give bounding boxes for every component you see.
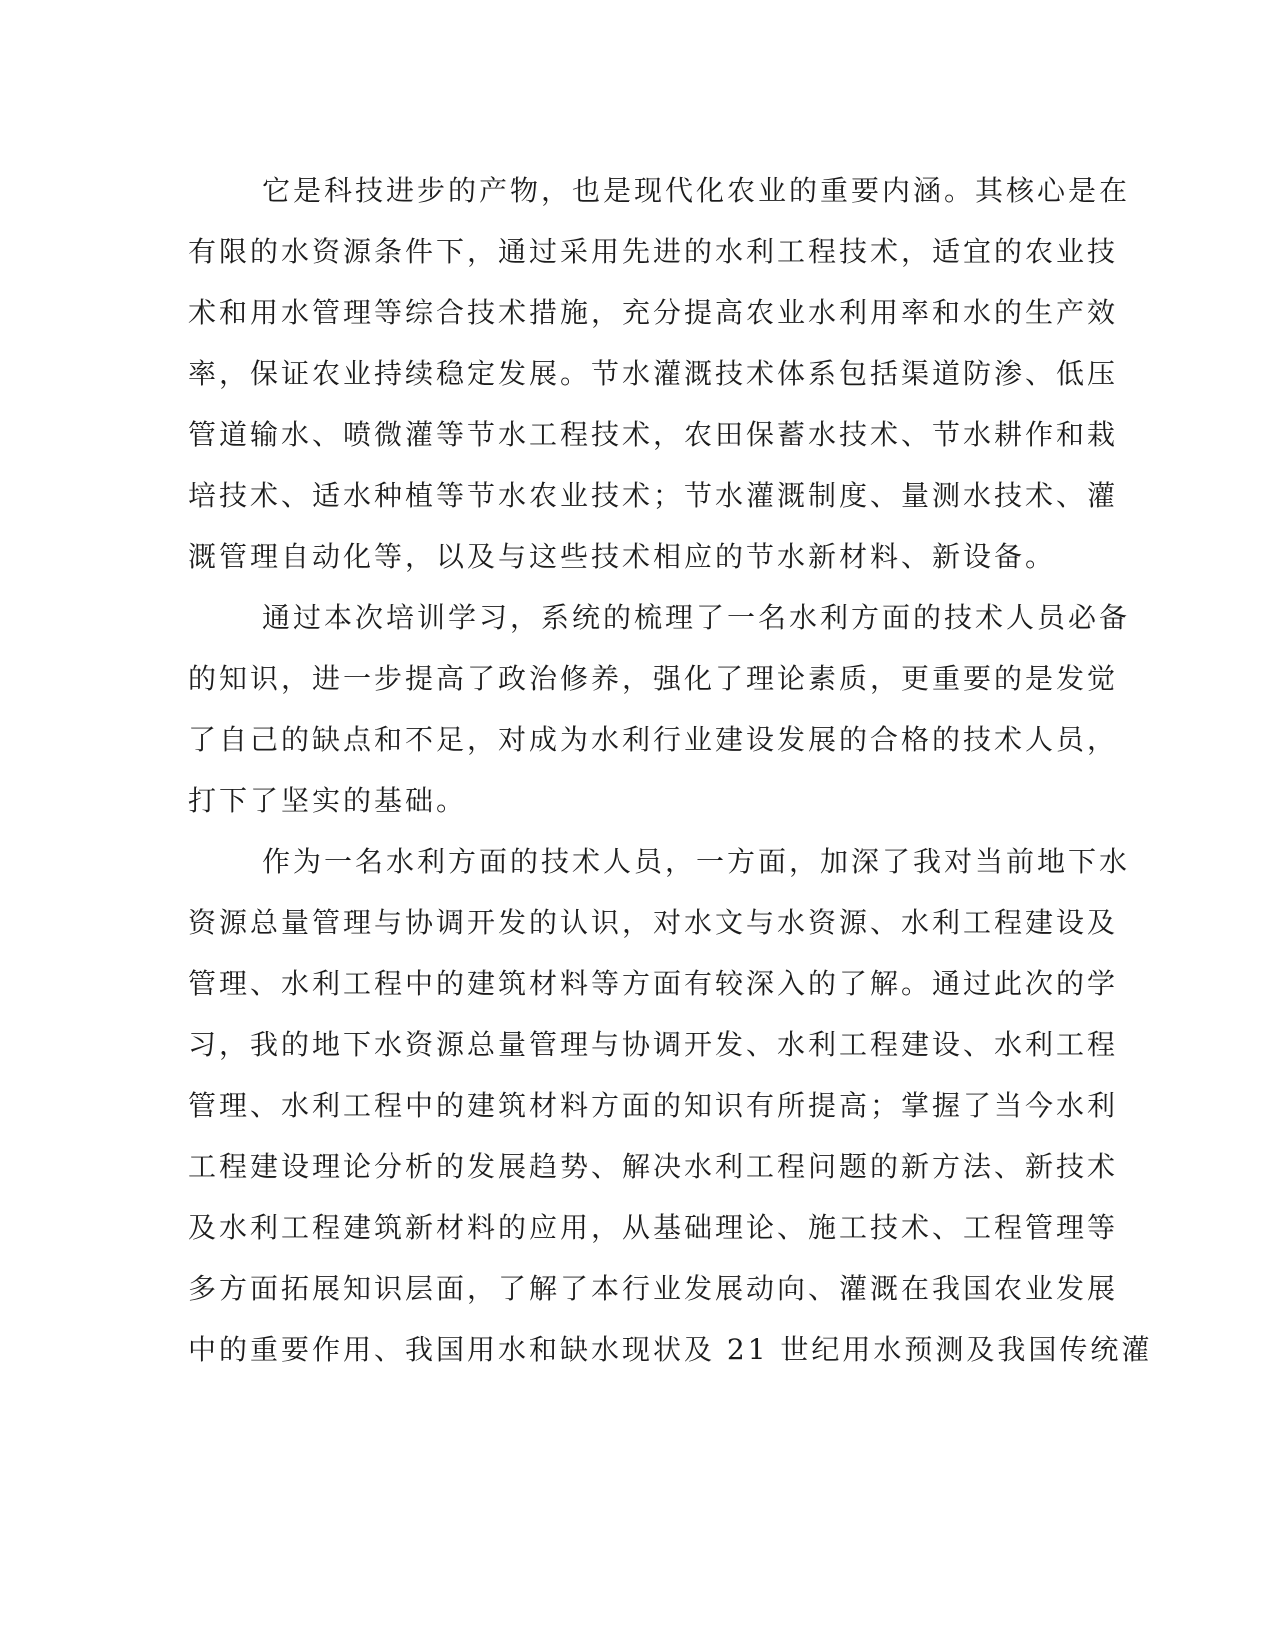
- text-line: 通过本次培训学习，系统的梳理了一名水利方面的技术人员必备: [262, 601, 1131, 634]
- text-line: 工程建设理论分析的发展趋势、解决水利工程问题的新方法、新技术: [188, 1150, 1119, 1183]
- text-line: 作为一名水利方面的技术人员，一方面，加深了我对当前地下水: [262, 845, 1131, 878]
- text-line: 习，我的地下水资源总量管理与协调开发、水利工程建设、水利工程: [188, 1028, 1119, 1061]
- text-line: 及水利工程建筑新材料的应用，从基础理论、施工技术、工程管理等: [188, 1211, 1119, 1244]
- document-body: [188, 160, 1153, 1380]
- text-line: 中的重要作用、我国用水和缺水现状及 21 世纪用水预测及我国传统灌: [188, 1333, 1153, 1366]
- paragraph-1: [188, 160, 1131, 587]
- text-line: 打下了坚实的基础。: [188, 784, 468, 817]
- text-line: 术和用水管理等综合技术措施，充分提高农业水利用率和水的生产效: [188, 296, 1119, 329]
- text-line: 的知识，进一步提高了政治修养，强化了理论素质，更重要的是发觉: [188, 662, 1119, 695]
- text-line: 资源总量管理与协调开发的认识，对水文与水资源、水利工程建设及: [188, 906, 1119, 939]
- text-line: 培技术、适水种植等节水农业技术；节水灌溉制度、量测水技术、灌: [188, 479, 1119, 512]
- text-line: 管理、水利工程中的建筑材料等方面有较深入的了解。通过此次的学: [188, 967, 1119, 1000]
- text-line: 管理、水利工程中的建筑材料方面的知识有所提高；掌握了当今水利: [188, 1089, 1119, 1122]
- text-line: 率，保证农业持续稳定发展。节水灌溉技术体系包括渠道防渗、低压: [188, 357, 1119, 390]
- text-line: 它是科技进步的产物，也是现代化农业的重要内涵。其核心是在: [262, 174, 1131, 207]
- text-line: 有限的水资源条件下，通过采用先进的水利工程技术，适宜的农业技: [188, 235, 1119, 268]
- text-line: 了自己的缺点和不足，对成为水利行业建设发展的合格的技术人员，: [188, 723, 1119, 756]
- text-line: 多方面拓展知识层面，了解了本行业发展动向、灌溉在我国农业发展: [188, 1272, 1119, 1305]
- paragraph-2: [188, 587, 1131, 831]
- text-line: 溉管理自动化等，以及与这些技术相应的节水新材料、新设备。: [188, 540, 1057, 573]
- text-line: 管道输水、喷微灌等节水工程技术，农田保蓄水技术、节水耕作和栽: [188, 418, 1119, 451]
- paragraph-3: [188, 831, 1153, 1380]
